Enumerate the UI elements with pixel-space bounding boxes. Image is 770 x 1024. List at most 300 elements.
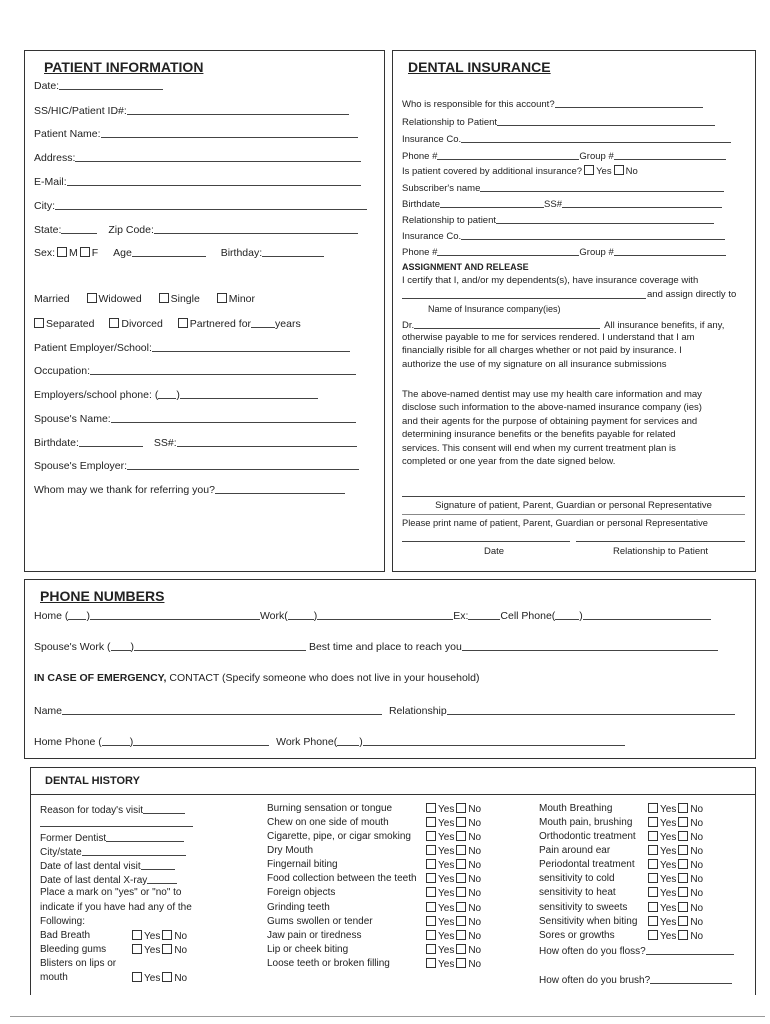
mid-no-checkbox-1[interactable]: [456, 803, 466, 813]
relationship2-field[interactable]: [496, 213, 714, 224]
right-label-9: Sensitivity when biting: [539, 916, 638, 927]
blisters-no-checkbox[interactable]: [162, 972, 172, 982]
mid-options-10: [424, 930, 481, 943]
right-no-label-8: No: [690, 903, 704, 914]
emergency-relationship-field[interactable]: [447, 704, 735, 715]
dental-insurance-title: DENTAL INSURANCE: [408, 59, 551, 75]
ins-group-label: Group #: [579, 151, 614, 162]
mid-no-label-8: No: [468, 903, 482, 914]
phone-numbers-section: [24, 579, 756, 759]
date-row: [34, 79, 163, 92]
mid-no-checkbox-6[interactable]: [456, 873, 466, 883]
mid-yes-checkbox-7[interactable]: [426, 887, 436, 897]
sex-row: [34, 246, 324, 259]
ins-group2-label: Group #: [579, 247, 614, 258]
ins-co2-field[interactable]: [461, 229, 725, 240]
right-no-checkbox-4[interactable]: [678, 845, 688, 855]
ins-phone2-field[interactable]: [437, 245, 579, 256]
separated-checkbox[interactable]: [34, 318, 44, 328]
right-no-label-2: No: [690, 818, 704, 829]
date-label: Date:: [34, 80, 60, 92]
sex-f-label: F: [91, 247, 99, 259]
mid-no-checkbox-3[interactable]: [456, 831, 466, 841]
phone-row-2: [34, 640, 718, 653]
state-zip-row: [34, 223, 358, 236]
blisters-label-1: Blisters on lips or: [40, 958, 117, 969]
patient-name-field[interactable]: [101, 127, 358, 138]
spouse-birthdate-field[interactable]: [79, 436, 143, 447]
right-options-6: [646, 873, 703, 886]
bad-breath-options: [130, 930, 187, 943]
right-yes-label-1: Yes: [660, 804, 677, 815]
right-yes-checkbox-1[interactable]: [648, 803, 658, 813]
emergency-work-phone-field[interactable]: [363, 735, 625, 746]
sub-birthdate-field[interactable]: [440, 197, 544, 208]
release-paragraph: [402, 331, 695, 371]
address-label: Address:: [34, 152, 76, 164]
brush-row: [539, 973, 732, 987]
mid-yes-checkbox-8[interactable]: [426, 902, 436, 912]
mid-no-label-11: No: [468, 945, 482, 956]
right-options-10: [646, 930, 703, 943]
age-label: Age: [113, 247, 132, 259]
ins-group-field[interactable]: [614, 149, 726, 160]
patient-name-label: Patient Name:: [34, 128, 101, 140]
marital-row-2: [34, 317, 301, 330]
emergency-bold-label: IN CASE OF EMERGENCY,: [34, 672, 167, 684]
release-line-1: otherwise payable to me for services rendered. I understand that I am: [402, 332, 695, 343]
covered-yes-checkbox[interactable]: [584, 165, 594, 175]
mid-yes-label-5: Yes: [438, 860, 455, 871]
bleeding-no-checkbox[interactable]: [162, 944, 172, 954]
spouse-ss-field[interactable]: [177, 436, 357, 447]
brush-field[interactable]: [650, 973, 732, 984]
sex-f-checkbox[interactable]: [80, 247, 90, 257]
right-yes-label-9: Yes: [660, 917, 677, 928]
sub-ss-field[interactable]: [562, 197, 722, 208]
sex-label: Sex:: [34, 247, 56, 259]
bad-breath-yes-label: Yes: [144, 931, 161, 942]
minor-checkbox[interactable]: [217, 293, 227, 303]
reason-label: Reason for today's visit: [40, 805, 144, 816]
former-dentist-label: Former Dentist: [40, 833, 107, 844]
mid-yes-label-3: Yes: [438, 832, 455, 843]
mid-no-label-3: No: [468, 832, 482, 843]
minor-label: Minor: [228, 293, 256, 305]
instruction-3: Following:: [40, 916, 86, 927]
spouse-employer-label: Spouse's Employer:: [34, 460, 128, 472]
mid-yes-label-9: Yes: [438, 917, 455, 928]
married-label: Married: [34, 293, 70, 305]
right-yes-label-6: Yes: [660, 874, 677, 885]
release-line-2: financially risible for all charges whether or not paid by insurance. I: [402, 345, 682, 357]
mid-label-2: Chew on one side of mouth: [267, 817, 389, 828]
right-yes-label-2: Yes: [660, 818, 677, 829]
relationship2-row: [402, 213, 714, 227]
spouse-birthdate-label: Birthdate:: [34, 437, 79, 449]
dr-field[interactable]: [414, 318, 600, 329]
widowed-checkbox[interactable]: [87, 293, 97, 303]
right-label-6: sensitivity to cold: [539, 873, 615, 884]
spouse-employer-field[interactable]: [127, 459, 359, 470]
right-options-4: [646, 845, 703, 858]
consent-paragraph: [402, 388, 702, 468]
emergency-home-paren: ): [129, 736, 134, 748]
ssid-row: [34, 104, 349, 117]
email-field[interactable]: [67, 175, 361, 186]
former-dentist-field[interactable]: [106, 831, 184, 842]
page-bottom-rule: [10, 1016, 765, 1017]
mid-label-6: Food collection between the teeth: [267, 873, 417, 884]
mid-label-7: Foreign objects: [267, 887, 336, 898]
mid-no-checkbox-10[interactable]: [456, 930, 466, 940]
subscriber-label: Subscriber's name: [402, 183, 481, 194]
last-visit-field[interactable]: [141, 859, 175, 870]
relationship2-label: Relationship to patient: [402, 215, 497, 226]
mid-yes-label-1: Yes: [438, 804, 455, 815]
cell-area-field[interactable]: [555, 609, 579, 620]
subscriber-field[interactable]: [480, 181, 724, 192]
mid-no-label-2: No: [468, 818, 482, 829]
mid-options-4: [424, 845, 481, 858]
emergency-work-phone-label: Work Phone(: [276, 736, 338, 748]
home-phone-field[interactable]: [90, 609, 260, 620]
ssid-field[interactable]: [127, 104, 349, 115]
right-no-label-10: No: [690, 931, 704, 942]
mid-label-10: Jaw pain or tiredness: [267, 930, 362, 941]
work-area-field[interactable]: [288, 609, 314, 620]
assignment-title: ASSIGNMENT AND RELEASE: [402, 262, 529, 272]
responsible-field[interactable]: [555, 97, 703, 108]
brush-label: How often do you brush?: [539, 975, 651, 986]
divorced-label: Divorced: [121, 318, 163, 330]
email-label: E-Mail:: [34, 176, 67, 188]
ins-group2-field[interactable]: [614, 245, 726, 256]
sub-birthdate-row: [402, 197, 722, 211]
dr-label: Dr.: [402, 320, 415, 331]
mid-options-3: [424, 831, 481, 844]
home-area-field[interactable]: [68, 609, 86, 620]
ins-phone-row: [402, 149, 726, 163]
state-label: State:: [34, 224, 62, 236]
ext-field[interactable]: [468, 609, 500, 620]
city-state-row: [40, 845, 186, 859]
emergency-name-field[interactable]: [62, 704, 382, 715]
mid-no-checkbox-12[interactable]: [456, 958, 466, 968]
employer-label: Patient Employer/School:: [34, 342, 152, 354]
mid-no-checkbox-4[interactable]: [456, 845, 466, 855]
employer-phone-area-field[interactable]: [158, 388, 176, 399]
print-name-caption: Please print name of patient, Parent, Guardian or personal Representative: [402, 518, 708, 528]
right-options-9: [646, 916, 703, 929]
spouse-name-row: [34, 412, 356, 425]
right-no-checkbox-9[interactable]: [678, 916, 688, 926]
right-label-4: Pain around ear: [539, 845, 611, 856]
mid-yes-label-2: Yes: [438, 818, 455, 829]
emergency-name-label: Name: [34, 705, 63, 717]
covered-row: [402, 165, 638, 178]
certify-text: I certify that I, and/or my dependents(s), have insurance coverage with: [402, 275, 699, 286]
consent-line-3: and their agents for the purpose of obtaining payment for services and: [402, 415, 698, 427]
spouse-name-field[interactable]: [111, 412, 356, 423]
mid-no-checkbox-5[interactable]: [456, 859, 466, 869]
bad-breath-no-label: No: [174, 931, 188, 942]
right-no-checkbox-5[interactable]: [678, 859, 688, 869]
emergency-work-area-field[interactable]: [337, 735, 359, 746]
mid-no-label-5: No: [468, 860, 482, 871]
blisters-options: [130, 972, 187, 985]
right-yes-checkbox-10[interactable]: [648, 930, 658, 940]
mid-yes-checkbox-3[interactable]: [426, 831, 436, 841]
covered-no-label: No: [625, 166, 638, 177]
city-state-label: City/state: [40, 847, 82, 858]
employer-field[interactable]: [152, 341, 350, 352]
right-no-checkbox-1[interactable]: [678, 803, 688, 813]
bad-breath-no-checkbox[interactable]: [162, 930, 172, 940]
emergency-home-area-field[interactable]: [102, 735, 130, 746]
work-phone-field[interactable]: [317, 609, 453, 620]
mid-no-checkbox-11[interactable]: [456, 944, 466, 954]
birthday-label: Birthday:: [220, 247, 263, 259]
bleeding-options: [130, 944, 187, 957]
bleeding-yes-checkbox[interactable]: [132, 944, 142, 954]
dr-row: [402, 318, 724, 332]
referral-field[interactable]: [215, 483, 345, 494]
best-time-field[interactable]: [462, 640, 718, 651]
phone-row-1: [34, 609, 711, 622]
subscriber-row: [402, 181, 724, 195]
floss-field[interactable]: [646, 944, 734, 955]
mid-label-5: Fingernail biting: [267, 859, 338, 870]
single-checkbox[interactable]: [159, 293, 169, 303]
years-label: years: [275, 318, 301, 330]
mid-yes-checkbox-11[interactable]: [426, 944, 436, 954]
ins-co2-label: Insurance Co.: [402, 231, 462, 242]
city-label: City:: [34, 200, 55, 212]
mid-yes-checkbox-4[interactable]: [426, 845, 436, 855]
right-yes-checkbox-8[interactable]: [648, 902, 658, 912]
work-phone-label: Work(: [259, 610, 288, 622]
ins-phone2-row: [402, 245, 726, 259]
floss-row: [539, 944, 734, 958]
address-row: [34, 151, 361, 164]
cell-phone-field[interactable]: [583, 609, 711, 620]
right-no-label-4: No: [690, 846, 704, 857]
mid-yes-label-6: Yes: [438, 874, 455, 885]
right-options-7: [646, 887, 703, 900]
right-no-label-1: No: [690, 804, 704, 815]
blisters-yes-checkbox[interactable]: [132, 972, 142, 982]
patient-name-row: [34, 127, 358, 140]
mid-no-label-1: No: [468, 804, 482, 815]
ins-co-field[interactable]: [461, 132, 731, 143]
mid-yes-label-4: Yes: [438, 846, 455, 857]
right-yes-checkbox-6[interactable]: [648, 873, 658, 883]
right-no-checkbox-6[interactable]: [678, 873, 688, 883]
right-label-3: Orthodontic treatment: [539, 831, 636, 842]
emergency-work-paren: ): [359, 736, 363, 748]
sex-m-label: M: [69, 247, 78, 259]
right-yes-checkbox-5[interactable]: [648, 859, 658, 869]
right-no-checkbox-8[interactable]: [678, 902, 688, 912]
signature-caption: Signature of patient, Parent, Guardian or personal Representative: [435, 500, 712, 511]
last-visit-label: Date of last dental visit: [40, 861, 141, 872]
city-row: [34, 199, 367, 212]
spouse-work-paren: ): [130, 641, 135, 653]
zip-label: Zip Code:: [108, 224, 154, 236]
ins-co2-row: [402, 229, 725, 243]
zip-field[interactable]: [154, 223, 358, 234]
mid-yes-checkbox-1[interactable]: [426, 803, 436, 813]
mid-options-11: [424, 944, 481, 957]
consent-line-5: services. This consent will end when my current treatment plan is: [402, 442, 676, 454]
occupation-label: Occupation:: [34, 365, 91, 377]
divorced-checkbox[interactable]: [109, 318, 119, 328]
mid-no-checkbox-9[interactable]: [456, 916, 466, 926]
right-no-label-6: No: [690, 874, 704, 885]
spouse-work-field[interactable]: [134, 640, 306, 651]
ins-phone2-label: Phone #: [402, 247, 438, 258]
address-field[interactable]: [75, 151, 361, 162]
mid-label-4: Dry Mouth: [267, 845, 314, 856]
reason-field[interactable]: [143, 803, 185, 814]
right-yes-label-7: Yes: [660, 888, 677, 899]
floss-label: How often do you floss?: [539, 946, 646, 957]
mid-yes-checkbox-12[interactable]: [426, 958, 436, 968]
mid-yes-checkbox-6[interactable]: [426, 873, 436, 883]
reason-field-2[interactable]: [40, 826, 193, 827]
right-label-8: sensitivity to sweets: [539, 902, 628, 913]
signature-field[interactable]: [402, 496, 745, 497]
mid-yes-label-7: Yes: [438, 888, 455, 899]
emergency-phone-row: [34, 735, 625, 748]
occupation-field[interactable]: [90, 364, 356, 375]
right-no-label-9: No: [690, 917, 704, 928]
ins-phone-field[interactable]: [437, 149, 579, 160]
sex-m-checkbox[interactable]: [57, 247, 67, 257]
right-options-3: [646, 831, 703, 844]
partnered-label: Partnered for: [189, 318, 252, 330]
bad-breath-label: Bad Breath: [40, 930, 91, 941]
mid-options-2: [424, 817, 481, 830]
former-dentist-row: [40, 831, 184, 845]
bad-breath-yes-checkbox[interactable]: [132, 930, 142, 940]
last-xray-field[interactable]: [147, 873, 177, 884]
partnered-checkbox[interactable]: [178, 318, 188, 328]
insurance-company-field[interactable]: [402, 298, 646, 299]
mid-no-checkbox-2[interactable]: [456, 817, 466, 827]
dental-history-title: DENTAL HISTORY: [45, 775, 140, 787]
right-yes-checkbox-3[interactable]: [648, 831, 658, 841]
instruction-1: Place a mark on "yes" or "no" to: [40, 887, 182, 898]
spouse-employer-row: [34, 459, 359, 472]
sign-relationship-field[interactable]: [576, 541, 745, 542]
work-paren: ): [313, 610, 318, 622]
mid-no-checkbox-7[interactable]: [456, 887, 466, 897]
date-field[interactable]: [59, 79, 163, 90]
city-field[interactable]: [55, 199, 367, 210]
mid-yes-checkbox-2[interactable]: [426, 817, 436, 827]
right-options-1: [646, 803, 703, 816]
emergency-label: CONTACT (Specify someone who does not live in your household): [166, 672, 480, 684]
mid-no-label-12: No: [468, 959, 482, 970]
right-no-checkbox-7[interactable]: [678, 887, 688, 897]
right-yes-label-4: Yes: [660, 846, 677, 857]
right-no-checkbox-2[interactable]: [678, 817, 688, 827]
right-no-label-5: No: [690, 860, 704, 871]
right-yes-checkbox-4[interactable]: [648, 845, 658, 855]
right-no-checkbox-10[interactable]: [678, 930, 688, 940]
right-yes-label-8: Yes: [660, 903, 677, 914]
blisters-yes-label: Yes: [144, 973, 161, 984]
date-caption: Date: [483, 546, 505, 557]
best-time-label: Best time and place to reach you: [308, 641, 462, 653]
sign-date-field[interactable]: [402, 541, 570, 542]
assign-direct-text: and assign directly to: [647, 289, 737, 300]
mid-yes-label-10: Yes: [438, 931, 455, 942]
separated-label: Separated: [46, 318, 95, 330]
mid-label-8: Grinding teeth: [267, 902, 330, 913]
patient-information-title: PATIENT INFORMATION: [44, 59, 204, 75]
mid-no-label-7: No: [468, 888, 482, 899]
partnered-years-field[interactable]: [251, 317, 275, 328]
instruction-2: indicate if you have had any of the: [40, 902, 192, 913]
sub-ss-label: SS#: [544, 199, 562, 210]
blisters-no-label: No: [174, 973, 188, 984]
ext-label: Ex:: [453, 610, 469, 622]
covered-yes-label: Yes: [596, 166, 612, 177]
mid-yes-checkbox-5[interactable]: [426, 859, 436, 869]
ins-relationship-field[interactable]: [497, 115, 715, 126]
city-state-field[interactable]: [82, 845, 186, 856]
signature-divider: [402, 514, 745, 515]
spouse-work-area-field[interactable]: [111, 640, 131, 651]
mid-no-checkbox-8[interactable]: [456, 902, 466, 912]
right-yes-checkbox-2[interactable]: [648, 817, 658, 827]
mid-options-6: [424, 873, 481, 886]
mid-options-12: [424, 958, 481, 971]
home-paren: ): [86, 610, 90, 622]
mid-no-label-4: No: [468, 846, 482, 857]
ins-co-row: [402, 132, 731, 146]
covered-no-checkbox[interactable]: [614, 165, 624, 175]
consent-line-2: disclose such information to the above-named insurance company (ies): [402, 402, 702, 414]
employer-phone-field[interactable]: [180, 388, 318, 399]
age-field[interactable]: [132, 246, 206, 257]
emergency-home-phone-field[interactable]: [133, 735, 269, 746]
right-no-label-7: No: [690, 888, 704, 899]
mid-label-11: Lip or cheek biting: [267, 944, 349, 955]
mid-options-7: [424, 887, 481, 900]
mid-yes-label-8: Yes: [438, 903, 455, 914]
right-yes-checkbox-9[interactable]: [648, 916, 658, 926]
right-no-checkbox-3[interactable]: [678, 831, 688, 841]
mid-label-12: Loose teeth or broken filling: [267, 958, 390, 969]
name-company-caption: Name of Insurance company(ies): [428, 304, 561, 314]
state-field[interactable]: [61, 223, 97, 234]
right-label-5: Periodontal treatment: [539, 859, 635, 870]
bleeding-row: [40, 944, 106, 956]
widowed-label: Widowed: [98, 293, 142, 305]
birthday-field[interactable]: [262, 246, 324, 257]
referral-row: [34, 483, 345, 496]
covered-label: Is patient covered by additional insurance?: [402, 166, 583, 177]
mid-yes-checkbox-9[interactable]: [426, 916, 436, 926]
employer-phone-paren: ): [176, 389, 180, 401]
all-benefits-text: All insurance benefits, if any,: [604, 320, 725, 331]
right-yes-checkbox-7[interactable]: [648, 887, 658, 897]
mid-yes-checkbox-10[interactable]: [426, 930, 436, 940]
